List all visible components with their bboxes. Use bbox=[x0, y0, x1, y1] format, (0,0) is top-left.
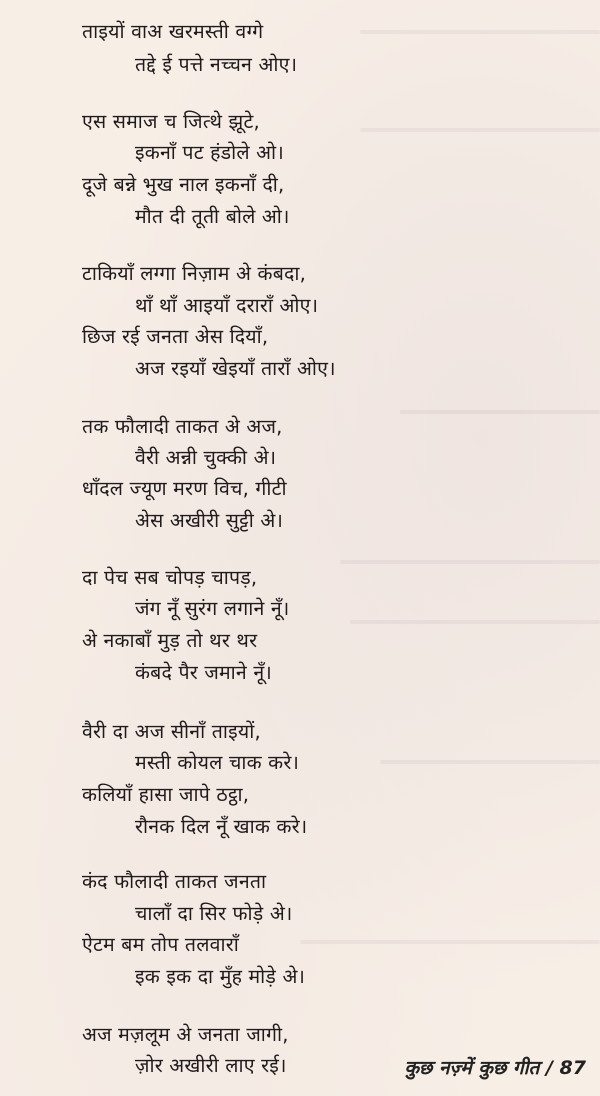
poem-line: थाँ थाँ आइयाँ दराराँ ओए। bbox=[135, 294, 319, 317]
poem-line: वैरी अन्नी चुक्की अे। bbox=[135, 446, 277, 469]
page-number: 87 bbox=[559, 1057, 586, 1079]
poem-line: अे नकाबाँ मुड़ तो थर थर bbox=[82, 629, 258, 652]
poem-line: एस समाज च जित्थे झूटे, bbox=[82, 110, 260, 133]
poem-line: टाकियाँ लग्गा निज़ाम अे कंबदा, bbox=[82, 262, 307, 285]
poem-line: रौनक दिल नूँ खाक करे। bbox=[135, 815, 308, 838]
show-through-mark bbox=[300, 940, 600, 944]
poem-line: इक इक दा मुँह मोड़े अे। bbox=[135, 965, 306, 988]
poem-line: ज़ोर अखीरी लाए रई। bbox=[135, 1054, 287, 1077]
show-through-mark bbox=[380, 760, 600, 764]
poem-line: कंबदे पैर जमाने नूँ। bbox=[135, 661, 272, 684]
running-footer bbox=[404, 1055, 586, 1081]
poem-line: अेस अखीरी सुट्टी अे। bbox=[135, 509, 284, 532]
poem-line: तद्दे ई पत्ते नच्चन ओए। bbox=[135, 53, 298, 76]
poem-line: मस्ती कोयल चाक करे। bbox=[135, 751, 300, 774]
show-through-mark bbox=[400, 410, 600, 414]
poem-line: अज मज़लूम अे जनता जागी, bbox=[82, 1023, 289, 1046]
poem-line: चालाँ दा सिर फोड़े अे। bbox=[135, 902, 293, 925]
poem-line: तक फौलादी ताकत अे अज, bbox=[82, 415, 283, 438]
poem-line: अज रइयाँ खेइयाँ ताराँ ओए। bbox=[135, 357, 336, 380]
footer-separator: / bbox=[545, 1057, 553, 1079]
poem-line: धाँदल ज्यूण मरण विच, गीटी bbox=[82, 477, 287, 500]
show-through-mark bbox=[360, 30, 600, 34]
show-through-mark bbox=[350, 620, 600, 624]
poem-line: इकनाँ पट हंडोले ओ। bbox=[135, 141, 284, 164]
poem-line: मौत दी तूती बोले ओ। bbox=[135, 205, 290, 228]
poem-line: कंद फौलादी ताकत जनता bbox=[82, 870, 267, 893]
poem-line: जंग नूँ सुरंग लगाने नूँ। bbox=[135, 597, 290, 620]
poem-line: दा पेच सब चोपड़ चापड़, bbox=[82, 566, 258, 589]
book-title: कुछ नज़्में कुछ गीत bbox=[404, 1057, 540, 1079]
show-through-mark bbox=[340, 560, 600, 564]
poem-line: वैरी दा अज सीनाँ ताइयों, bbox=[82, 720, 261, 743]
poem-line: ऐटम बम तोप तलवाराँ bbox=[82, 933, 239, 956]
poem-line: ताइयों वाअ खरमस्ती वग्गे bbox=[82, 20, 264, 43]
show-through-mark bbox=[360, 128, 600, 132]
poem-line: कलियाँ हासा जापे ठट्ठा, bbox=[82, 783, 250, 806]
poem-line: छिज रई जनता अेस दियाँ, bbox=[82, 325, 269, 348]
poem-line: दूजे बन्ने भुख नाल इकनाँ दी, bbox=[82, 173, 285, 196]
